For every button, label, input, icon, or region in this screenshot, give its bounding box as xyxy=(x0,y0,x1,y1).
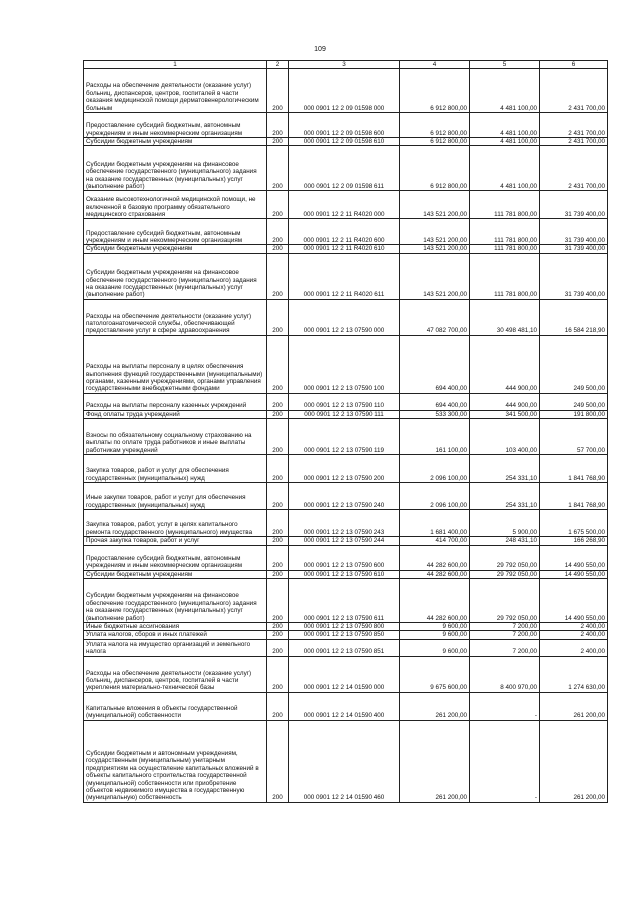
table-row xyxy=(84,146,608,191)
row-remaining-cell: 249 500,00 xyxy=(540,393,608,410)
table-row xyxy=(84,299,608,335)
row-budget-code-cell: 000 0901 12 2 13 07590 243 xyxy=(289,510,400,537)
row-code-line-cell: 200 xyxy=(267,113,289,138)
row-budget-code-cell: 000 0901 12 2 13 07590 000 xyxy=(289,299,400,335)
row-remaining-cell: 261 200,00 xyxy=(540,692,608,720)
row-code-line-cell: 200 xyxy=(267,299,289,335)
row-remaining-cell: 1 675 500,00 xyxy=(540,510,608,537)
row-name-cell: Оказание высокотехнологичной медицинской помощи, не включенной в базовую программу обязательного медицинского страхования xyxy=(84,191,267,219)
row-executed-cell: 444 900,00 xyxy=(470,393,540,410)
row-plan-cell: 161 100,00 xyxy=(400,419,470,455)
table-row xyxy=(84,191,608,219)
row-code-line-cell: 200 xyxy=(267,545,289,570)
row-remaining-cell: 2 431 700,00 xyxy=(540,138,608,146)
row-budget-code-cell: 000 0901 12 2 13 07590 111 xyxy=(289,410,400,418)
row-plan-cell: 694 400,00 xyxy=(400,335,470,393)
row-plan-cell: 6 912 800,00 xyxy=(400,146,470,191)
row-budget-code-cell: 000 0901 12 2 13 07590 240 xyxy=(289,483,400,510)
table-row xyxy=(84,545,608,570)
row-remaining-cell: 14 490 550,00 xyxy=(540,579,608,623)
row-budget-code-cell: 000 0901 12 2 13 07590 119 xyxy=(289,419,400,455)
row-executed-cell: 4 481 100,00 xyxy=(470,113,540,138)
table-row xyxy=(84,419,608,455)
row-plan-cell: 143 521 200,00 xyxy=(400,219,470,245)
row-budget-code-cell: 000 0901 12 2 11 R4020 600 xyxy=(289,219,400,245)
row-executed-cell: 29 792 050,00 xyxy=(470,579,540,623)
row-budget-code-cell: 000 0901 12 2 13 07590 200 xyxy=(289,455,400,483)
row-name-cell: Предоставление субсидий бюджетным, автономным учреждениям и иным некоммерческим организациям xyxy=(84,545,267,570)
table-row xyxy=(84,410,608,418)
row-executed-cell: 248 431,10 xyxy=(470,537,540,545)
row-budget-code-cell: 000 0901 12 2 11 R4020 000 xyxy=(289,191,400,219)
row-budget-code-cell: 000 0901 12 2 09 01598 000 xyxy=(289,69,400,113)
row-budget-code-cell: 000 0901 12 2 14 01590 000 xyxy=(289,656,400,692)
table-header-row xyxy=(84,61,608,69)
table-row xyxy=(84,639,608,656)
row-code-line-cell: 200 xyxy=(267,138,289,146)
row-budget-code-cell: 000 0901 12 2 11 R4020 611 xyxy=(289,253,400,299)
header-cell: 5 xyxy=(470,61,540,69)
row-name-cell: Предоставление субсидий бюджетным, автономным учреждениям и иным некоммерческим организациям xyxy=(84,113,267,138)
budget-table xyxy=(83,60,608,803)
row-code-line-cell: 200 xyxy=(267,623,289,631)
row-remaining-cell: 31 739 400,00 xyxy=(540,245,608,253)
row-executed-cell: 254 331,10 xyxy=(470,455,540,483)
row-name-cell: Субсидии бюджетным учреждениям xyxy=(84,245,267,253)
row-code-line-cell: 200 xyxy=(267,253,289,299)
row-plan-cell: 143 521 200,00 xyxy=(400,253,470,299)
row-name-cell: Уплата налогов, сборов и иных платежей xyxy=(84,631,267,639)
row-remaining-cell: 1 841 768,90 xyxy=(540,455,608,483)
row-executed-cell: - xyxy=(470,692,540,720)
header-cell: 6 xyxy=(540,61,608,69)
row-executed-cell: 8 400 970,00 xyxy=(470,656,540,692)
table-row xyxy=(84,692,608,720)
row-budget-code-cell: 000 0901 12 2 13 07590 610 xyxy=(289,570,400,578)
row-executed-cell: 5 900,00 xyxy=(470,510,540,537)
row-executed-cell: 444 900,00 xyxy=(470,335,540,393)
row-code-line-cell: 200 xyxy=(267,510,289,537)
row-remaining-cell: 2 431 700,00 xyxy=(540,69,608,113)
row-budget-code-cell: 000 0901 12 2 13 07590 100 xyxy=(289,335,400,393)
row-remaining-cell: 14 490 550,00 xyxy=(540,545,608,570)
row-remaining-cell: 249 500,00 xyxy=(540,335,608,393)
table-row xyxy=(84,393,608,410)
row-name-cell: Субсидии бюджетным учреждениям на финансовое обеспечение государственного (муниципального) задания на оказание государственных (муниципальных) услуг (выполнение работ) xyxy=(84,253,267,299)
row-budget-code-cell: 000 0901 12 2 13 07590 110 xyxy=(289,393,400,410)
table-row xyxy=(84,335,608,393)
row-name-cell: Субсидии бюджетным учреждениям на финансовое обеспечение государственного (муниципального) задания на оказание государственных (муниципальных) услуг (выполнение работ) xyxy=(84,146,267,191)
row-budget-code-cell: 000 0901 12 2 13 07590 800 xyxy=(289,623,400,631)
row-plan-cell: 694 400,00 xyxy=(400,393,470,410)
row-executed-cell: 29 792 050,00 xyxy=(470,545,540,570)
row-executed-cell: 7 200,00 xyxy=(470,631,540,639)
table-row xyxy=(84,253,608,299)
row-name-cell: Закупка товаров, работ и услуг для обеспечения государственных (муниципальных) нужд xyxy=(84,455,267,483)
row-name-cell: Расходы на выплаты персоналу казенных учреждений xyxy=(84,393,267,410)
row-executed-cell: 111 781 800,00 xyxy=(470,245,540,253)
page-number: 109 xyxy=(314,46,326,53)
row-plan-cell: 9 600,00 xyxy=(400,631,470,639)
table-row xyxy=(84,113,608,138)
row-name-cell: Уплата налога на имущество организаций и земельного налога xyxy=(84,639,267,656)
row-budget-code-cell: 000 0901 12 2 13 07590 600 xyxy=(289,545,400,570)
row-name-cell: Взносы по обязательному социальному страхованию на выплаты по оплате труда работников и иные выплаты работникам учреждений xyxy=(84,419,267,455)
row-code-line-cell: 200 xyxy=(267,393,289,410)
row-plan-cell: 9 600,00 xyxy=(400,623,470,631)
header-cell: 2 xyxy=(267,61,289,69)
row-plan-cell: 261 200,00 xyxy=(400,720,470,802)
row-budget-code-cell: 000 0901 12 2 09 01598 611 xyxy=(289,146,400,191)
row-code-line-cell: 200 xyxy=(267,692,289,720)
row-name-cell: Предоставление субсидий бюджетным, автономным учреждениям и иным некоммерческим организациям xyxy=(84,219,267,245)
row-remaining-cell: 57 700,00 xyxy=(540,419,608,455)
row-remaining-cell: 261 200,00 xyxy=(540,720,608,802)
row-executed-cell: 111 781 800,00 xyxy=(470,191,540,219)
table-row xyxy=(84,631,608,639)
row-budget-code-cell: 000 0901 12 2 14 01590 400 xyxy=(289,692,400,720)
row-plan-cell: 143 521 200,00 xyxy=(400,245,470,253)
row-budget-code-cell: 000 0901 12 2 13 07590 611 xyxy=(289,579,400,623)
row-plan-cell: 6 912 800,00 xyxy=(400,69,470,113)
row-remaining-cell: 2 431 700,00 xyxy=(540,113,608,138)
row-name-cell: Расходы на обеспечение деятельности (оказание услуг) больниц, диспансеров, центров, госпиталей в части укрепления материально-технической базы xyxy=(84,656,267,692)
row-executed-cell: 4 481 100,00 xyxy=(470,138,540,146)
row-remaining-cell: 1 841 768,90 xyxy=(540,483,608,510)
row-executed-cell: 7 200,00 xyxy=(470,639,540,656)
row-name-cell: Субсидии бюджетным учреждениям на финансовое обеспечение государственного (муниципального) задания на оказание государственных (муниципальных) услуг (выполнение работ) xyxy=(84,579,267,623)
row-plan-cell: 44 282 600,00 xyxy=(400,579,470,623)
row-executed-cell: 254 331,10 xyxy=(470,483,540,510)
row-name-cell: Субсидии бюджетным и автономным учреждениям, государственным (муниципальным) унитарным предприятиям на осуществление капитальных вложений в объекты капитального строительства государственной (муниципальной) собственности или приобретение объектов недвижимого имущества в государственную (муниципальную) собственность xyxy=(84,720,267,802)
row-remaining-cell: 2 400,00 xyxy=(540,623,608,631)
row-remaining-cell: 31 739 400,00 xyxy=(540,253,608,299)
table-row xyxy=(84,483,608,510)
row-code-line-cell: 200 xyxy=(267,69,289,113)
row-remaining-cell: 2 400,00 xyxy=(540,631,608,639)
row-remaining-cell: 1 274 630,00 xyxy=(540,656,608,692)
row-executed-cell: 30 498 481,10 xyxy=(470,299,540,335)
header-cell: 1 xyxy=(84,61,267,69)
row-budget-code-cell: 000 0901 12 2 13 07590 851 xyxy=(289,639,400,656)
row-name-cell: Субсидии бюджетным учреждениям xyxy=(84,138,267,146)
row-budget-code-cell: 000 0901 12 2 09 01598 600 xyxy=(289,113,400,138)
row-name-cell: Прочая закупка товаров, работ и услуг xyxy=(84,537,267,545)
row-executed-cell: 29 792 050,00 xyxy=(470,570,540,578)
row-budget-code-cell: 000 0901 12 2 09 01598 610 xyxy=(289,138,400,146)
row-executed-cell: 4 481 100,00 xyxy=(470,69,540,113)
table-row xyxy=(84,138,608,146)
row-code-line-cell: 200 xyxy=(267,656,289,692)
row-code-line-cell: 200 xyxy=(267,570,289,578)
row-remaining-cell: 31 739 400,00 xyxy=(540,219,608,245)
table-row xyxy=(84,455,608,483)
row-executed-cell: 7 200,00 xyxy=(470,623,540,631)
row-remaining-cell: 2 431 700,00 xyxy=(540,146,608,191)
row-remaining-cell: 2 400,00 xyxy=(540,639,608,656)
row-plan-cell: 9 600,00 xyxy=(400,639,470,656)
row-code-line-cell: 200 xyxy=(267,483,289,510)
row-executed-cell: 111 781 800,00 xyxy=(470,253,540,299)
row-name-cell: Расходы на обеспечение деятельности (оказание услуг) патологоанатомической службы, обеспечивающей предоставление услуг в сфере здравоохранения xyxy=(84,299,267,335)
table-row xyxy=(84,720,608,802)
row-code-line-cell: 200 xyxy=(267,245,289,253)
table-body xyxy=(84,69,608,803)
row-plan-cell: 414 700,00 xyxy=(400,537,470,545)
row-plan-cell: 44 282 600,00 xyxy=(400,570,470,578)
row-plan-cell: 143 521 200,00 xyxy=(400,191,470,219)
row-plan-cell: 2 096 100,00 xyxy=(400,483,470,510)
row-remaining-cell: 191 800,00 xyxy=(540,410,608,418)
row-name-cell: Расходы на выплаты персоналу в целях обеспечения выполнения функций государственными (муниципальными) органами, казенными учреждениями, органами управления государственными внебюджетными фондами xyxy=(84,335,267,393)
row-code-line-cell: 200 xyxy=(267,455,289,483)
header-cell: 3 xyxy=(289,61,400,69)
row-executed-cell: 111 781 800,00 xyxy=(470,219,540,245)
table-row xyxy=(84,537,608,545)
row-code-line-cell: 200 xyxy=(267,146,289,191)
row-code-line-cell: 200 xyxy=(267,639,289,656)
row-plan-cell: 47 082 700,00 xyxy=(400,299,470,335)
row-remaining-cell: 31 739 400,00 xyxy=(540,191,608,219)
row-plan-cell: 6 912 800,00 xyxy=(400,113,470,138)
row-budget-code-cell: 000 0901 12 2 13 07590 244 xyxy=(289,537,400,545)
row-remaining-cell: 16 584 218,90 xyxy=(540,299,608,335)
row-code-line-cell: 200 xyxy=(267,537,289,545)
row-name-cell: Фонд оплаты труда учреждений xyxy=(84,410,267,418)
table-row xyxy=(84,69,608,113)
row-plan-cell: 533 300,00 xyxy=(400,410,470,418)
table-row xyxy=(84,623,608,631)
row-budget-code-cell: 000 0901 12 2 11 R4020 610 xyxy=(289,245,400,253)
row-executed-cell: 103 400,00 xyxy=(470,419,540,455)
row-remaining-cell: 166 268,90 xyxy=(540,537,608,545)
row-code-line-cell: 200 xyxy=(267,579,289,623)
row-code-line-cell: 200 xyxy=(267,219,289,245)
row-code-line-cell: 200 xyxy=(267,410,289,418)
row-name-cell: Субсидии бюджетным учреждениям xyxy=(84,570,267,578)
table-row xyxy=(84,219,608,245)
row-executed-cell: 4 481 100,00 xyxy=(470,146,540,191)
header-cell: 4 xyxy=(400,61,470,69)
row-code-line-cell: 200 xyxy=(267,720,289,802)
row-plan-cell: 1 681 400,00 xyxy=(400,510,470,537)
row-executed-cell: - xyxy=(470,720,540,802)
row-plan-cell: 6 912 800,00 xyxy=(400,138,470,146)
row-code-line-cell: 200 xyxy=(267,419,289,455)
row-code-line-cell: 200 xyxy=(267,631,289,639)
row-name-cell: Расходы на обеспечение деятельности (оказание услуг) больниц, диспансеров, центров, госпиталей в части оказания медицинской помощи дерматовенерологическим больным xyxy=(84,69,267,113)
row-budget-code-cell: 000 0901 12 2 14 01590 460 xyxy=(289,720,400,802)
row-plan-cell: 261 200,00 xyxy=(400,692,470,720)
row-plan-cell: 9 675 600,00 xyxy=(400,656,470,692)
table-row xyxy=(84,570,608,578)
row-code-line-cell: 200 xyxy=(267,335,289,393)
table-row xyxy=(84,245,608,253)
row-budget-code-cell: 000 0901 12 2 13 07590 850 xyxy=(289,631,400,639)
row-code-line-cell: 200 xyxy=(267,191,289,219)
row-plan-cell: 44 282 600,00 xyxy=(400,545,470,570)
row-name-cell: Иные бюджетные ассигнования xyxy=(84,623,267,631)
row-plan-cell: 2 096 100,00 xyxy=(400,455,470,483)
row-remaining-cell: 14 490 550,00 xyxy=(540,570,608,578)
table-row xyxy=(84,510,608,537)
table-row xyxy=(84,656,608,692)
row-name-cell: Закупка товаров, работ, услуг в целях капитального ремонта государственного (муниципального) имущества xyxy=(84,510,267,537)
row-name-cell: Капитальные вложения в объекты государственной (муниципальной) собственности xyxy=(84,692,267,720)
row-name-cell: Иные закупки товаров, работ и услуг для обеспечения государственных (муниципальных) нужд xyxy=(84,483,267,510)
table-row xyxy=(84,579,608,623)
row-executed-cell: 341 500,00 xyxy=(470,410,540,418)
